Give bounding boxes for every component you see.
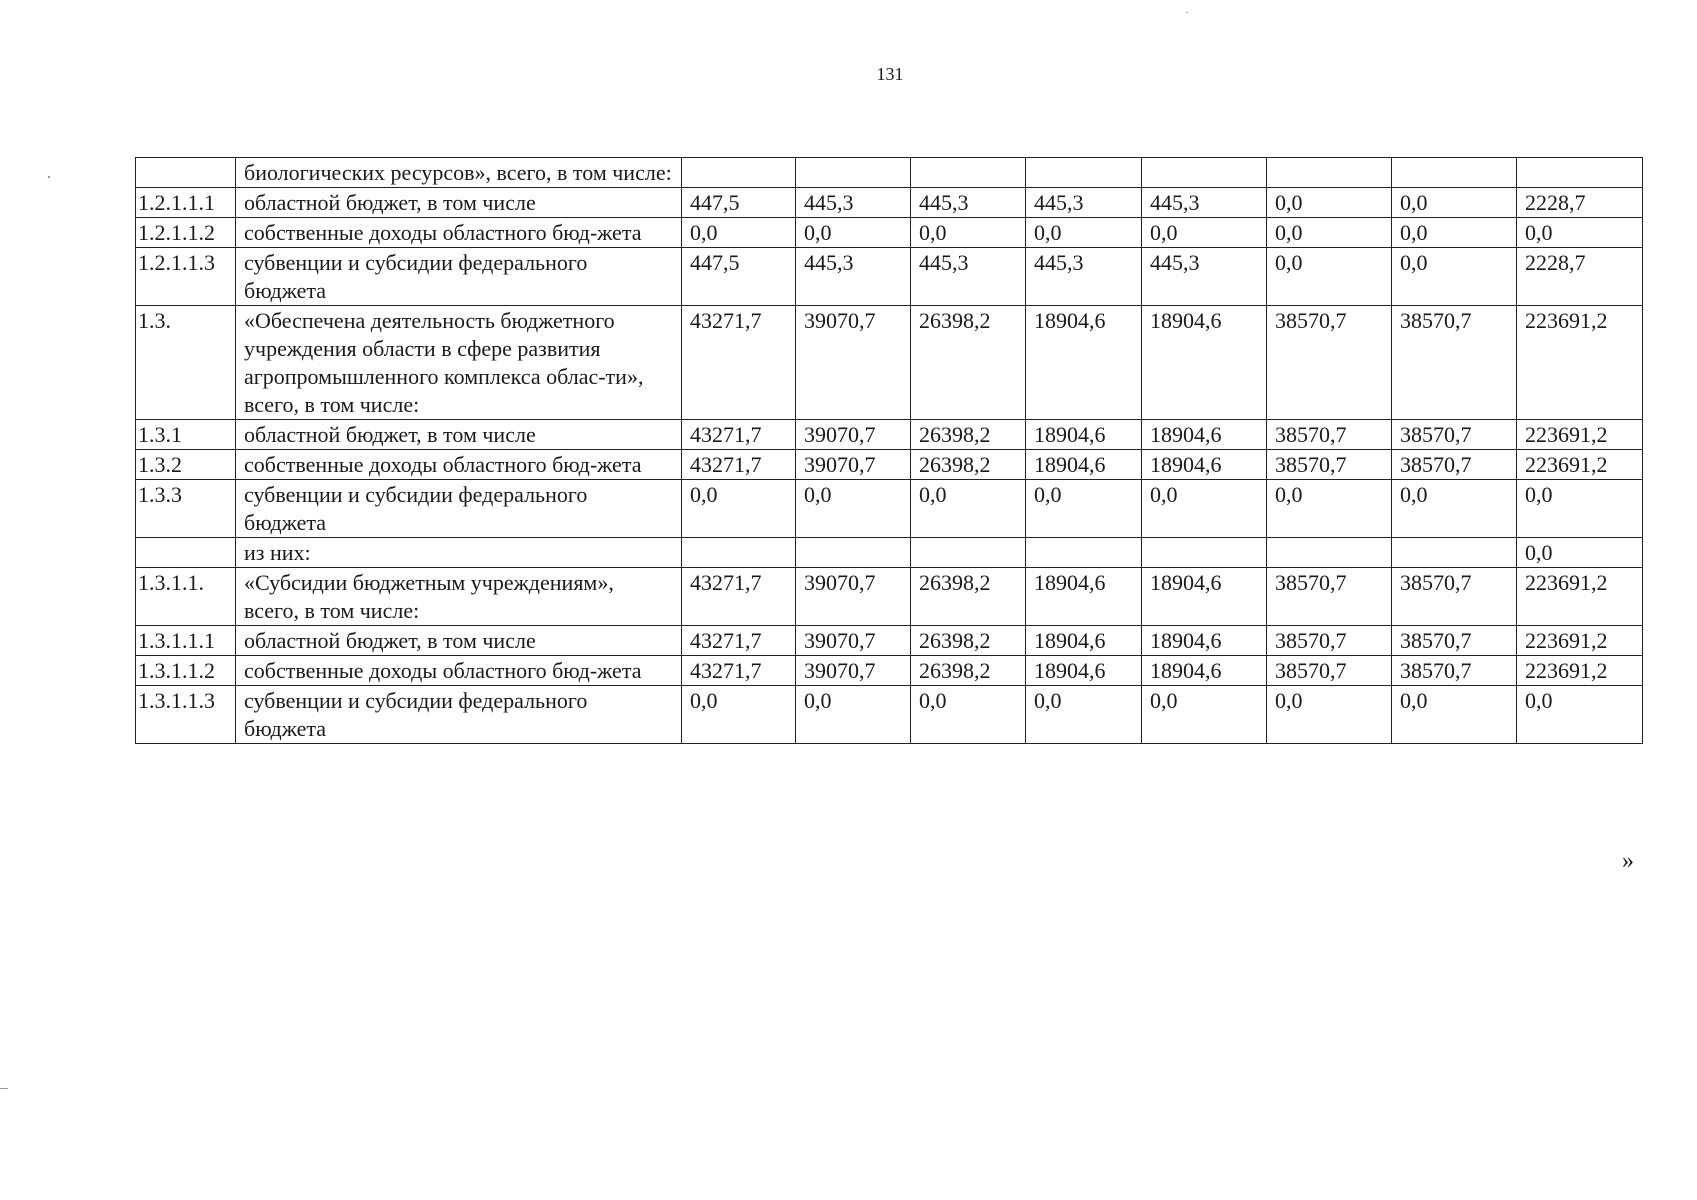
value-cell — [1142, 538, 1267, 568]
value-cell: 39070,7 — [796, 656, 911, 686]
table-row — [136, 306, 1643, 420]
value-cell: 39070,7 — [796, 306, 911, 420]
row-name: биологических ресурсов», всего, в том числе: — [236, 158, 682, 188]
value-cell: 223691,2 — [1517, 626, 1643, 656]
value-cell: 0,0 — [1026, 480, 1142, 538]
value-cell: 223691,2 — [1517, 450, 1643, 480]
value-cell: 445,3 — [1026, 248, 1142, 306]
value-cell: 43271,7 — [682, 306, 796, 420]
budget-table — [135, 157, 1643, 744]
value-cell — [1026, 158, 1142, 188]
value-cell: 38570,7 — [1392, 450, 1517, 480]
table-row — [136, 656, 1643, 686]
row-name: собственные доходы областного бюд-жета — [236, 450, 682, 480]
value-cell: 0,0 — [1026, 686, 1142, 744]
value-cell: 0,0 — [1267, 218, 1392, 248]
value-cell: 445,3 — [1142, 248, 1267, 306]
page-number: 131 — [876, 64, 904, 84]
row-code: 1.3.3 — [136, 480, 236, 538]
value-cell: 39070,7 — [796, 626, 911, 656]
value-cell: 18904,6 — [1026, 420, 1142, 450]
value-cell: 26398,2 — [911, 450, 1026, 480]
value-cell: 18904,6 — [1142, 420, 1267, 450]
value-cell: 43271,7 — [682, 626, 796, 656]
value-cell: 0,0 — [796, 218, 911, 248]
value-cell: 0,0 — [1142, 218, 1267, 248]
value-cell: 0,0 — [1267, 188, 1392, 218]
value-cell: 38570,7 — [1392, 306, 1517, 420]
value-cell: 39070,7 — [796, 450, 911, 480]
value-cell: 2228,7 — [1517, 188, 1643, 218]
value-cell — [911, 158, 1026, 188]
row-name: субвенции и субсидии федерального бюджета — [236, 248, 682, 306]
value-cell: 43271,7 — [682, 450, 796, 480]
value-cell: 445,3 — [796, 248, 911, 306]
row-code: 1.3.1.1. — [136, 568, 236, 626]
table-row — [136, 420, 1643, 450]
value-cell: 0,0 — [1517, 686, 1643, 744]
value-cell — [682, 538, 796, 568]
value-cell: 0,0 — [1142, 480, 1267, 538]
value-cell: 38570,7 — [1267, 306, 1392, 420]
table-row — [136, 248, 1643, 306]
table-row — [136, 626, 1643, 656]
table-row — [136, 188, 1643, 218]
value-cell: 18904,6 — [1142, 656, 1267, 686]
row-name: «Обеспечена деятельность бюджетного учреждения области в сфере развития агропромышленного комплекса облас-ти», всего, в том числе: — [236, 306, 682, 420]
row-code: 1.3.1.1.2 — [136, 656, 236, 686]
value-cell: 43271,7 — [682, 420, 796, 450]
value-cell: 43271,7 — [682, 568, 796, 626]
value-cell: 0,0 — [1267, 686, 1392, 744]
value-cell: 0,0 — [1267, 480, 1392, 538]
value-cell: 0,0 — [796, 686, 911, 744]
value-cell — [1267, 158, 1392, 188]
row-name: областной бюджет, в том числе — [236, 188, 682, 218]
row-name: субвенции и субсидии федерального бюджета — [236, 480, 682, 538]
row-code: 1.3.1.1.1 — [136, 626, 236, 656]
row-code: 1.3.1.1.3 — [136, 686, 236, 744]
value-cell — [796, 538, 911, 568]
table-row — [136, 158, 1643, 188]
value-cell: 0,0 — [1392, 480, 1517, 538]
value-cell: 26398,2 — [911, 626, 1026, 656]
value-cell: 18904,6 — [1142, 306, 1267, 420]
value-cell: 18904,6 — [1026, 656, 1142, 686]
value-cell — [796, 158, 911, 188]
row-code: 1.2.1.1.3 — [136, 248, 236, 306]
value-cell: 26398,2 — [911, 306, 1026, 420]
value-cell: 0,0 — [1517, 480, 1643, 538]
value-cell: 0,0 — [911, 218, 1026, 248]
value-cell: 0,0 — [1517, 218, 1643, 248]
row-name: собственные доходы областного бюд-жета — [236, 656, 682, 686]
value-cell: 18904,6 — [1142, 450, 1267, 480]
value-cell: 18904,6 — [1026, 626, 1142, 656]
row-code: 1.2.1.1.2 — [136, 218, 236, 248]
value-cell: 38570,7 — [1392, 626, 1517, 656]
value-cell: 0,0 — [796, 480, 911, 538]
value-cell: 26398,2 — [911, 568, 1026, 626]
value-cell: 445,3 — [1142, 188, 1267, 218]
value-cell: 445,3 — [911, 248, 1026, 306]
value-cell: 38570,7 — [1267, 450, 1392, 480]
value-cell: 18904,6 — [1026, 568, 1142, 626]
value-cell: 0,0 — [682, 480, 796, 538]
row-code: 1.2.1.1.1 — [136, 188, 236, 218]
table-row — [136, 218, 1643, 248]
value-cell: 26398,2 — [911, 656, 1026, 686]
value-cell: 38570,7 — [1267, 626, 1392, 656]
table-row — [136, 538, 1643, 568]
value-cell — [1267, 538, 1392, 568]
value-cell: 0,0 — [1267, 248, 1392, 306]
value-cell: 223691,2 — [1517, 656, 1643, 686]
value-cell — [1392, 158, 1517, 188]
value-cell: 0,0 — [1026, 218, 1142, 248]
value-cell: 0,0 — [1392, 218, 1517, 248]
value-cell: 0,0 — [1392, 248, 1517, 306]
value-cell: 18904,6 — [1026, 306, 1142, 420]
row-name: из них: — [236, 538, 682, 568]
value-cell: 0,0 — [1517, 538, 1643, 568]
scan-speck — [48, 176, 50, 178]
row-name: «Субсидии бюджетным учреждениям», всего, в том числе: — [236, 568, 682, 626]
value-cell: 0,0 — [1142, 686, 1267, 744]
value-cell: 0,0 — [1392, 686, 1517, 744]
value-cell: 0,0 — [1392, 188, 1517, 218]
value-cell — [1392, 538, 1517, 568]
value-cell: 38570,7 — [1392, 568, 1517, 626]
value-cell: 447,5 — [682, 188, 796, 218]
value-cell: 223691,2 — [1517, 420, 1643, 450]
value-cell — [1517, 158, 1643, 188]
table-body — [136, 158, 1643, 744]
value-cell: 0,0 — [682, 218, 796, 248]
closing-quote-mark: » — [1622, 848, 1634, 874]
value-cell — [1026, 538, 1142, 568]
row-name: собственные доходы областного бюд-жета — [236, 218, 682, 248]
scan-speck — [0, 1088, 8, 1089]
value-cell: 0,0 — [682, 686, 796, 744]
value-cell: 38570,7 — [1392, 420, 1517, 450]
scan-speck — [1186, 12, 1188, 13]
value-cell: 39070,7 — [796, 420, 911, 450]
value-cell — [911, 538, 1026, 568]
table-row — [136, 568, 1643, 626]
value-cell: 223691,2 — [1517, 306, 1643, 420]
row-code — [136, 538, 236, 568]
value-cell: 38570,7 — [1267, 568, 1392, 626]
value-cell — [1142, 158, 1267, 188]
value-cell: 18904,6 — [1142, 626, 1267, 656]
value-cell: 445,3 — [911, 188, 1026, 218]
row-name: областной бюджет, в том числе — [236, 420, 682, 450]
value-cell: 18904,6 — [1142, 568, 1267, 626]
row-name: субвенции и субсидии федерального бюджета — [236, 686, 682, 744]
value-cell: 0,0 — [911, 480, 1026, 538]
table-row — [136, 480, 1643, 538]
row-code: 1.3. — [136, 306, 236, 420]
value-cell: 445,3 — [1026, 188, 1142, 218]
value-cell: 447,5 — [682, 248, 796, 306]
value-cell: 43271,7 — [682, 656, 796, 686]
table-row — [136, 450, 1643, 480]
row-code — [136, 158, 236, 188]
value-cell: 2228,7 — [1517, 248, 1643, 306]
value-cell: 223691,2 — [1517, 568, 1643, 626]
value-cell: 0,0 — [911, 686, 1026, 744]
row-code: 1.3.2 — [136, 450, 236, 480]
value-cell: 18904,6 — [1026, 450, 1142, 480]
value-cell — [682, 158, 796, 188]
value-cell: 38570,7 — [1267, 420, 1392, 450]
row-code: 1.3.1 — [136, 420, 236, 450]
value-cell: 26398,2 — [911, 420, 1026, 450]
row-name: областной бюджет, в том числе — [236, 626, 682, 656]
value-cell: 38570,7 — [1392, 656, 1517, 686]
value-cell: 445,3 — [796, 188, 911, 218]
value-cell: 39070,7 — [796, 568, 911, 626]
value-cell: 38570,7 — [1267, 656, 1392, 686]
table-row — [136, 686, 1643, 744]
